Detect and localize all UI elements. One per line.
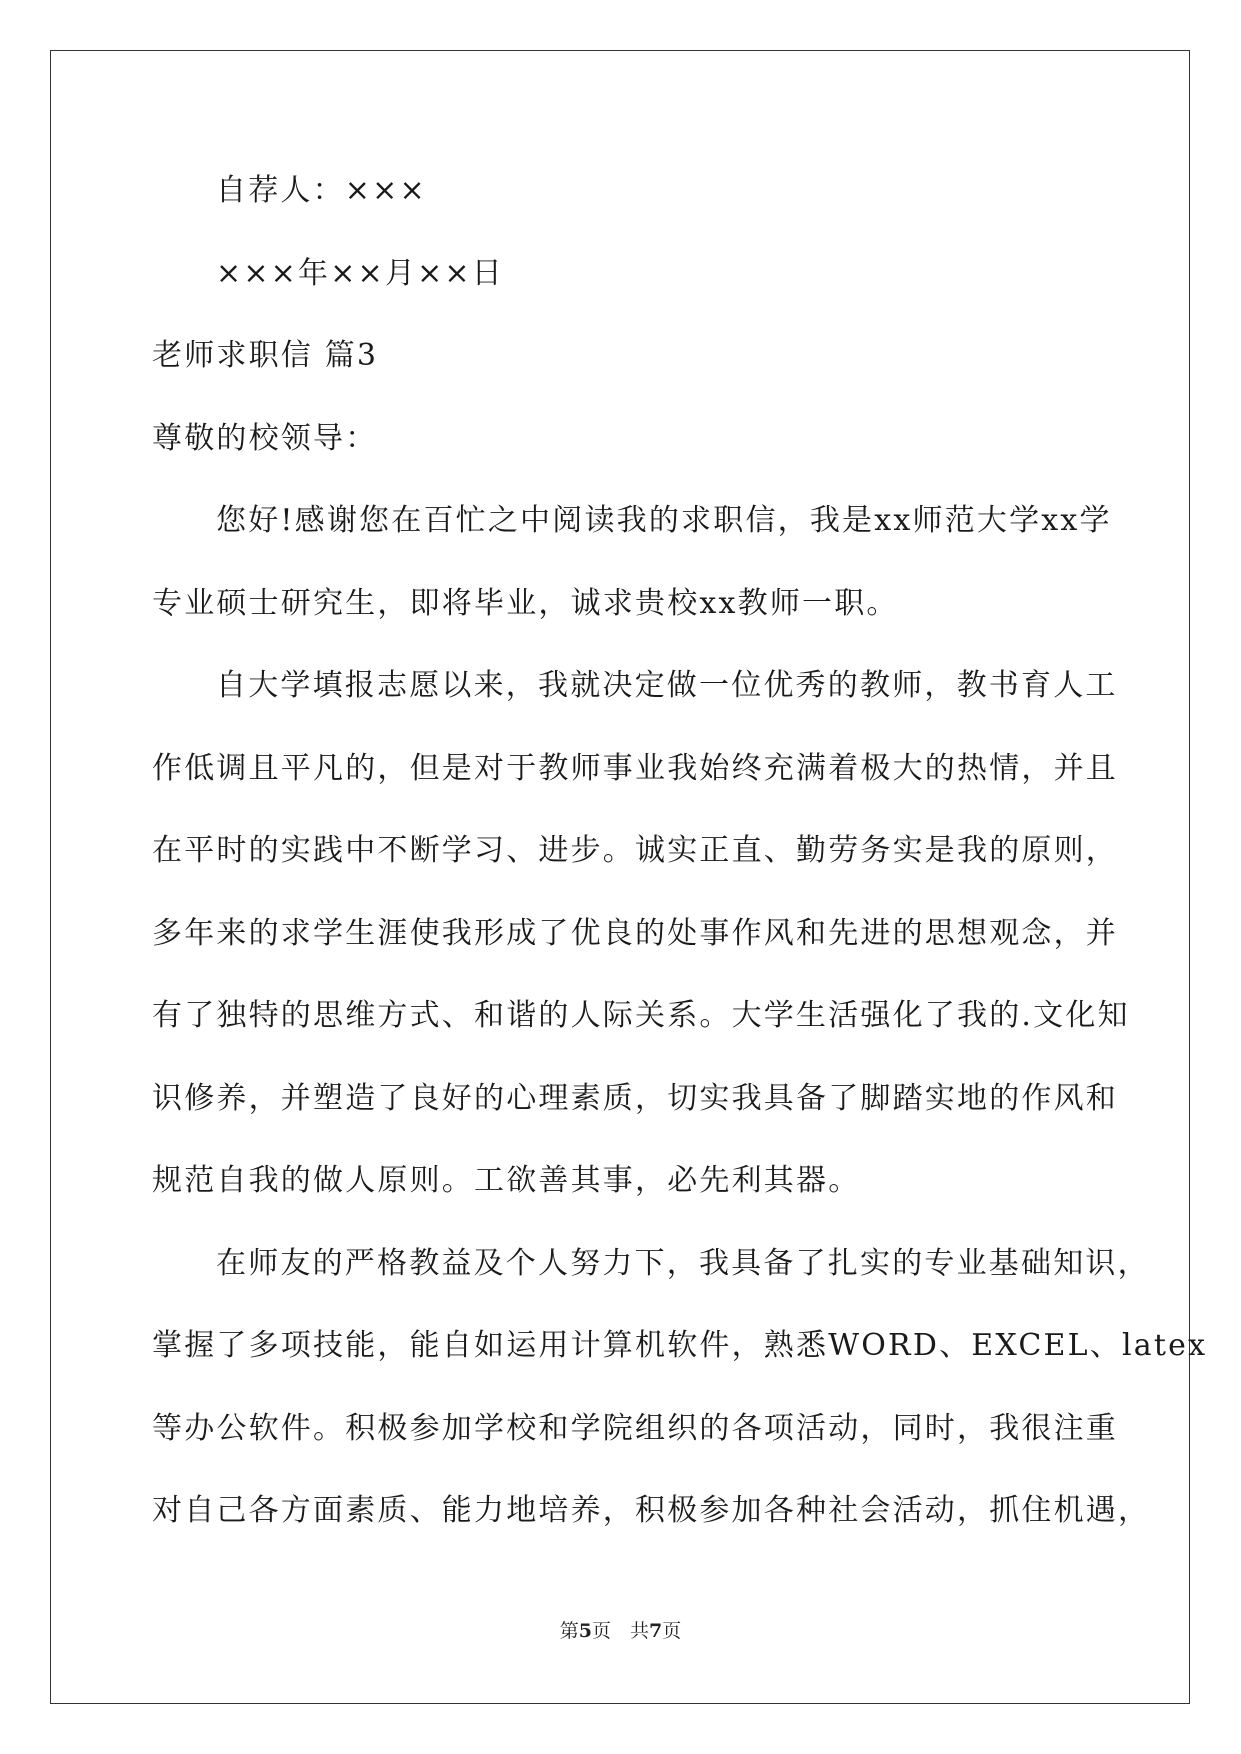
paragraph-line: 作低调且平凡的，但是对于教师事业我始终充满着极大的热情，并且: [152, 751, 1118, 786]
signature-line: 自荐人：×××: [216, 173, 427, 208]
page-suffix: 页: [662, 1620, 682, 1642]
current-page-number: 5: [578, 1620, 592, 1642]
section-heading: 老师求职信 篇3: [152, 338, 379, 373]
paragraph-line: 规范自我的做人原则。工欲善其事，必先利其器。: [152, 1163, 861, 1198]
page-mid-text: 页 共: [591, 1620, 649, 1642]
paragraph-line: 有了独特的思维方式、和谐的人际关系。大学生活强化了我的.文化知: [152, 998, 1130, 1033]
paragraph-line: 专业硕士研究生，即将毕业，诚求贵校xx教师一职。: [152, 586, 899, 621]
paragraph-line: 对自己各方面素质、能力地培养，积极参加各种社会活动，抓住机遇，: [152, 1493, 1151, 1528]
paragraph-line: 在平时的实践中不断学习、进步。诚实正直、勤劳务实是我的原则，: [152, 833, 1118, 868]
paragraph-line: 在师友的严格教益及个人努力下，我具备了扎实的专业基础知识，: [216, 1246, 1150, 1281]
paragraph-line: 掌握了多项技能，能自如运用计算机软件，熟悉WORD、EXCEL、latex: [152, 1328, 1208, 1363]
paragraph-line: 您好!感谢您在百忙之中阅读我的求职信，我是xx师范大学xx学: [216, 503, 1112, 538]
paragraph-line: 自大学填报志愿以来，我就决定做一位优秀的教师，教书育人工: [216, 668, 1118, 703]
salutation: 尊敬的校领导：: [152, 421, 378, 456]
page-number-footer: [0, 1619, 1241, 1643]
paragraph-line: 多年来的求学生涯使我形成了优良的处事作风和先进的思想观念，并: [152, 916, 1118, 951]
page-border: [50, 50, 1190, 1704]
date-line: ×××年××月××日: [216, 256, 504, 291]
paragraph-line: 识修养，并塑造了良好的心理素质，切实我具备了脚踏实地的作风和: [152, 1081, 1118, 1116]
page-prefix: 第: [559, 1620, 579, 1642]
paragraph-line: 等办公软件。积极参加学校和学院组织的各项活动，同时，我很注重: [152, 1411, 1118, 1446]
total-page-number: 7: [649, 1620, 663, 1642]
